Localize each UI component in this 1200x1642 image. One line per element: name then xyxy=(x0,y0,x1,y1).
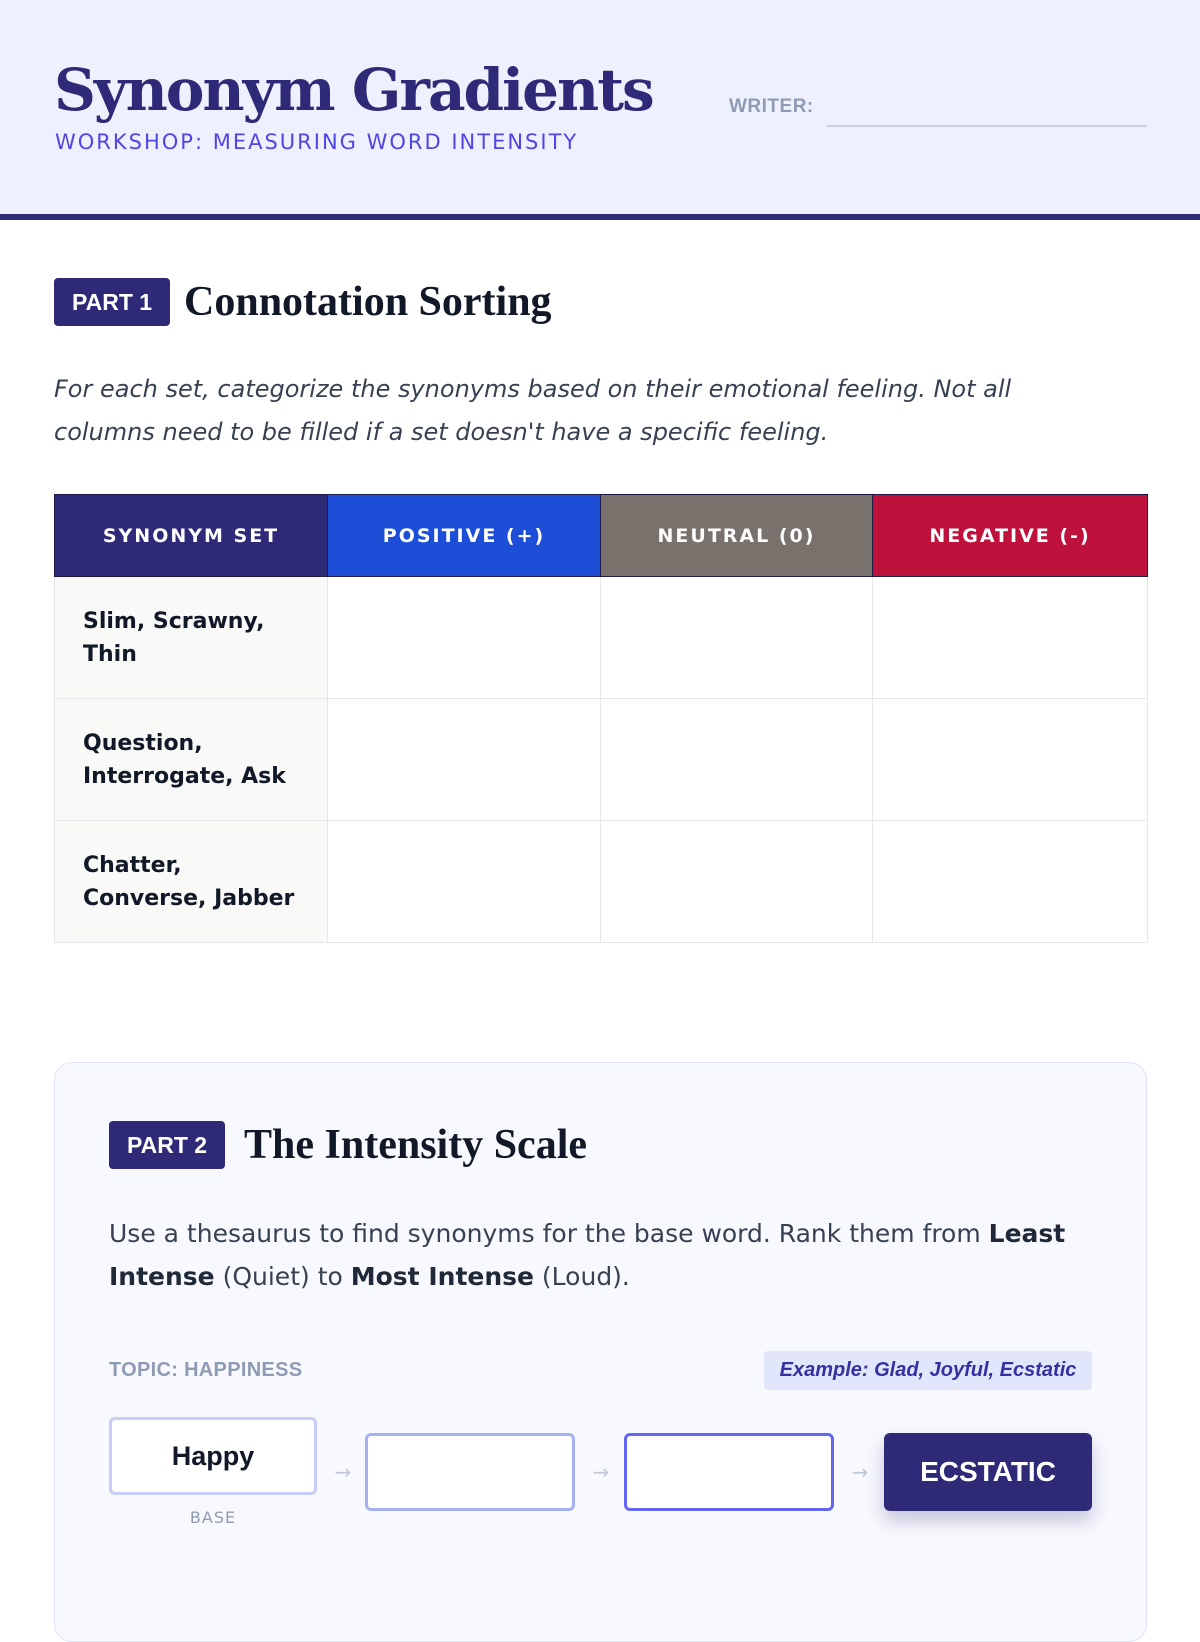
positive-answer-cell[interactable] xyxy=(328,821,601,943)
example-chip: Example: Glad, Joyful, Ecstatic xyxy=(764,1351,1092,1390)
positive-answer-cell[interactable] xyxy=(328,577,601,699)
page-title: Synonym Gradients xyxy=(54,56,653,124)
table-header-row xyxy=(55,495,1148,577)
synonym-set-cell: Chatter, Converse, Jabber xyxy=(55,821,328,943)
arrow-right-icon: → xyxy=(334,1460,352,1484)
column-header-synonym-set: SYNONYM SET xyxy=(55,495,328,577)
base-word-box: Happy xyxy=(109,1417,317,1495)
synonym-set-cell: Slim, Scrawny, Thin xyxy=(55,577,328,699)
most-intense-word-box: ECSTATIC xyxy=(884,1433,1092,1511)
neutral-answer-cell[interactable] xyxy=(601,699,873,821)
negative-answer-cell[interactable] xyxy=(873,577,1148,699)
page-subtitle: WORKSHOP: MEASURING WORD INTENSITY xyxy=(55,130,579,154)
neutral-answer-cell[interactable] xyxy=(601,577,873,699)
least-intense-label: Least Intense xyxy=(109,1219,1066,1291)
neutral-answer-cell[interactable] xyxy=(601,821,873,943)
arrow-right-icon: → xyxy=(592,1460,610,1484)
positive-answer-cell[interactable] xyxy=(328,699,601,821)
connotation-table xyxy=(54,494,1148,943)
table-row xyxy=(55,699,1148,821)
instructions-text: Use a thesaurus to find synonyms for the base word. Rank them from xyxy=(109,1219,989,1248)
negative-answer-cell[interactable] xyxy=(873,821,1148,943)
most-intense-label: Most Intense xyxy=(350,1262,534,1291)
negative-answer-cell[interactable] xyxy=(873,699,1148,821)
instructions-text: (Loud). xyxy=(533,1262,630,1291)
column-header-positive: POSITIVE (+) xyxy=(328,495,601,577)
part1-instructions: For each set, categorize the synonyms based on their emotional feeling. Not all columns need to be filled if a set doesn't have a specific feeling. xyxy=(54,375,1012,446)
part1-badge: PART 1 xyxy=(54,278,170,326)
writer-name-field[interactable] xyxy=(827,125,1147,127)
instructions-text: (Quiet) to xyxy=(214,1262,351,1291)
synonym-set-cell: Question, Interrogate, Ask xyxy=(55,699,328,821)
topic-label: TOPIC: HAPPINESS xyxy=(109,1359,303,1381)
column-header-neutral: NEUTRAL (0) xyxy=(601,495,873,577)
writer-label: WRITER: xyxy=(729,96,814,117)
part2-badge: PART 2 xyxy=(109,1121,225,1169)
worksheet-header xyxy=(0,0,1200,220)
table-row xyxy=(55,577,1148,699)
base-caption: BASE xyxy=(189,1508,237,1527)
table-row xyxy=(55,821,1148,943)
part2-title: The Intensity Scale xyxy=(244,1122,588,1168)
column-header-negative: NEGATIVE (-) xyxy=(873,495,1148,577)
arrow-right-icon: → xyxy=(851,1460,869,1484)
part2-instructions xyxy=(109,1212,1089,1298)
part1-title: Connotation Sorting xyxy=(184,279,552,325)
intensity-step-3-field[interactable] xyxy=(624,1433,834,1511)
intensity-step-2-field[interactable] xyxy=(365,1433,575,1511)
